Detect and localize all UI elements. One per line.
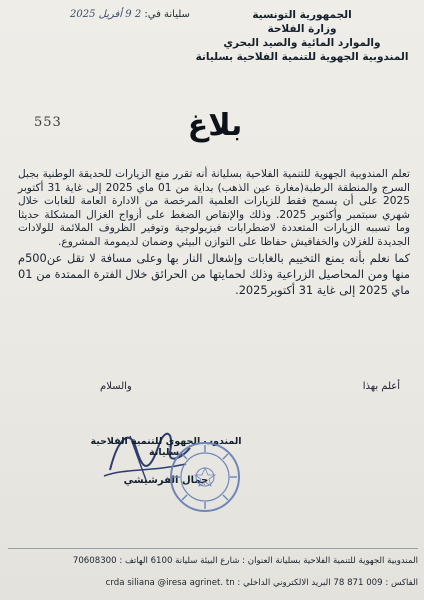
signer-name: جمال الفرشيشي (123, 475, 209, 486)
signer-title: المندوب الجهوي للتنمية الفلاحية بسليانة (90, 436, 242, 458)
letterhead-line-resources: والموارد المائية والصيد البحري (223, 37, 381, 49)
letterhead-line-ministry: وزارة الفلاحة (267, 23, 337, 35)
letterhead-line-republic: الجمهورية التونسية (252, 9, 352, 21)
letterhead-line-commissariat: المندوبية الجهوية للتنمية الفلاحية بسليانة (195, 51, 409, 63)
body-paragraph-2: كما نعلم بأنه يمنع التخييم بالغابات وإشعال النار بها وعلى مسافة لا تقل عن500م منها ومن المحاصيل الزراعية وذلك لحمايتها من الحرائق خلال الفترة الممتدة من 01 ماي 2025 إلى غاية 31 أكتوبر2025. (18, 250, 410, 297)
reference-number: 553 (34, 115, 62, 130)
letterhead (192, 8, 412, 64)
footer (8, 548, 418, 588)
announcement-body (18, 168, 410, 298)
document-title: بلاغ (187, 108, 243, 143)
date-value: 2 9 أفريل 2025 (70, 9, 142, 20)
closing-notice: أعلم بهذا (362, 381, 400, 392)
official-stamp (168, 440, 242, 514)
date-line (70, 9, 190, 20)
closing-salutation: والسلام (100, 381, 132, 392)
footer-fax: الفاكس : 009 871 78 البريد الالكتروني الداخلي : (237, 578, 418, 588)
footer-address: المندوبية الجهوية للتنمية الفلاحية بسليانة العنوان : شارع البيئة سليانة 6100 الهاتف : 70608300 (72, 556, 418, 566)
footer-contact (8, 578, 418, 588)
body-paragraph-1: تعلم المندوبية الجهوية للتنمية الفلاحية بسليانة أنه تقرر منع الزيارات للحديقة الوطنية بجبل السرج والمنطقة الرطبة(مغارة عين الذهب) بداية من 01 ماي 2025 إلى غاية 31 أكتوبر 2025 على أن يسمح فقط للزيارات العلمية المرخصة من الادارة العامة للغابات خلال شهري سبتمبر وأكتوبر 2025. وذلك والإنقاص الضغط على أزواج الغزال المشكلة حديثا وما تسببه الزيارات المتعددة لاضطرابات فيزيولوجية وتوفير الظروف الملائمة للولادات الجديدة للغزلان والخفافيش حفاظا على التوازن البيئي وضمان لديمومة المشروع. (18, 168, 410, 248)
date-label: سليانة في: (144, 9, 190, 20)
closing-row (40, 381, 400, 397)
footer-email: crda siliana @iresa agrinet. tn (105, 578, 235, 588)
